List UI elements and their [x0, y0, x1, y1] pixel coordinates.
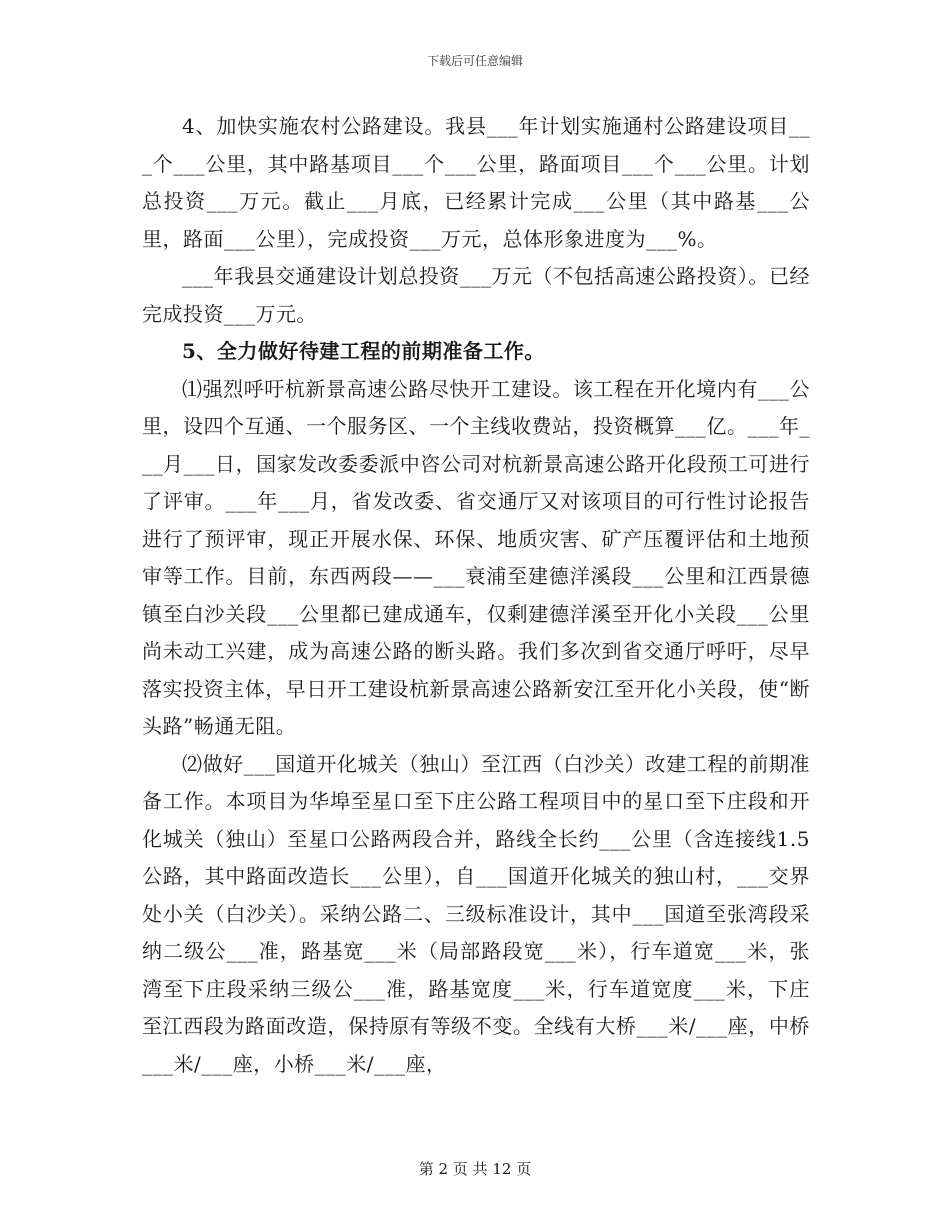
- paragraph-expressway: ⑴强烈呼吁杭新景高速公路尽快开工建设。该工程在开化境内有___公里，设四个互通、一个服务区、一个主线收费站，投资概算___亿。___年___月___日，国家发改委委派中咨公司对杭新景高速公路开化段预工可进行了评审。___年___月，省发改委、省交通厅又对该项目的可行性讨论报告进行了预评审，现正开展水保、环保、地质灾害、矿产压覆评估和土地预审等工作。目前，东西两段——___衰浦至建德洋溪段___公里和江西景德镇至白沙关段___公里都已建成通车，仅剩建德洋溪至开化小关段___公里尚未动工兴建，成为高速公路的断头路。我们多次到省交通厅呼吁，尽早落实投资主体，早日开工建设杭新景高速公路新安江至开化小关段，使“断头路”畅通无阻。: [142, 376, 810, 738]
- page-header: 下载后可任意编辑: [426, 54, 523, 68]
- paragraph-rural-roads: 4、加快实施农村公路建设。我县___年计划实施通村公路建设项目___个___公里，其中路基项目___个___公里，路面项目___个___公里。计划总投资___万元。截止___月底，已经累计完成___公里（其中路基___公里，路面___公里），完成投资___万元，总体形象进度为___%。: [142, 114, 810, 251]
- document-body: [142, 108, 810, 1083]
- paragraph-investment-summary: ___年我县交通建设计划总投资___万元（不包括高速公路投资）。已经完成投资___万元。: [142, 264, 810, 326]
- page-footer: 第 2 页 共 12 页: [418, 1160, 532, 1178]
- paragraph-national-road: ⑵做好___国道开化城关（独山）至江西（白沙关）改建工程的前期准备工作。本项目为华埠至星口至下庄公路工程项目中的星口至下庄段和开化城关（独山）至星口公路两段合并，路线全长约___公里（含连接线1.5公路，其中路面改造长___公里），自___国道开化城关的独山村，___交界处小关（白沙关）。采纳公路二、三级标准设计，其中___国道至张湾段采纳二级公___准，路基宽___米（局部路段宽___米），行车道宽___米，张湾至下庄段采纳三级公___准，路基宽度___米，行车道宽度___米，下庄至江西段为路面改造，保持原有等级不变。全线有大桥___米/___座，中桥___米/___座，小桥___米/___座，: [142, 751, 810, 1076]
- section-heading-preparation: 5、全力做好待建工程的前期准备工作。: [182, 339, 545, 363]
